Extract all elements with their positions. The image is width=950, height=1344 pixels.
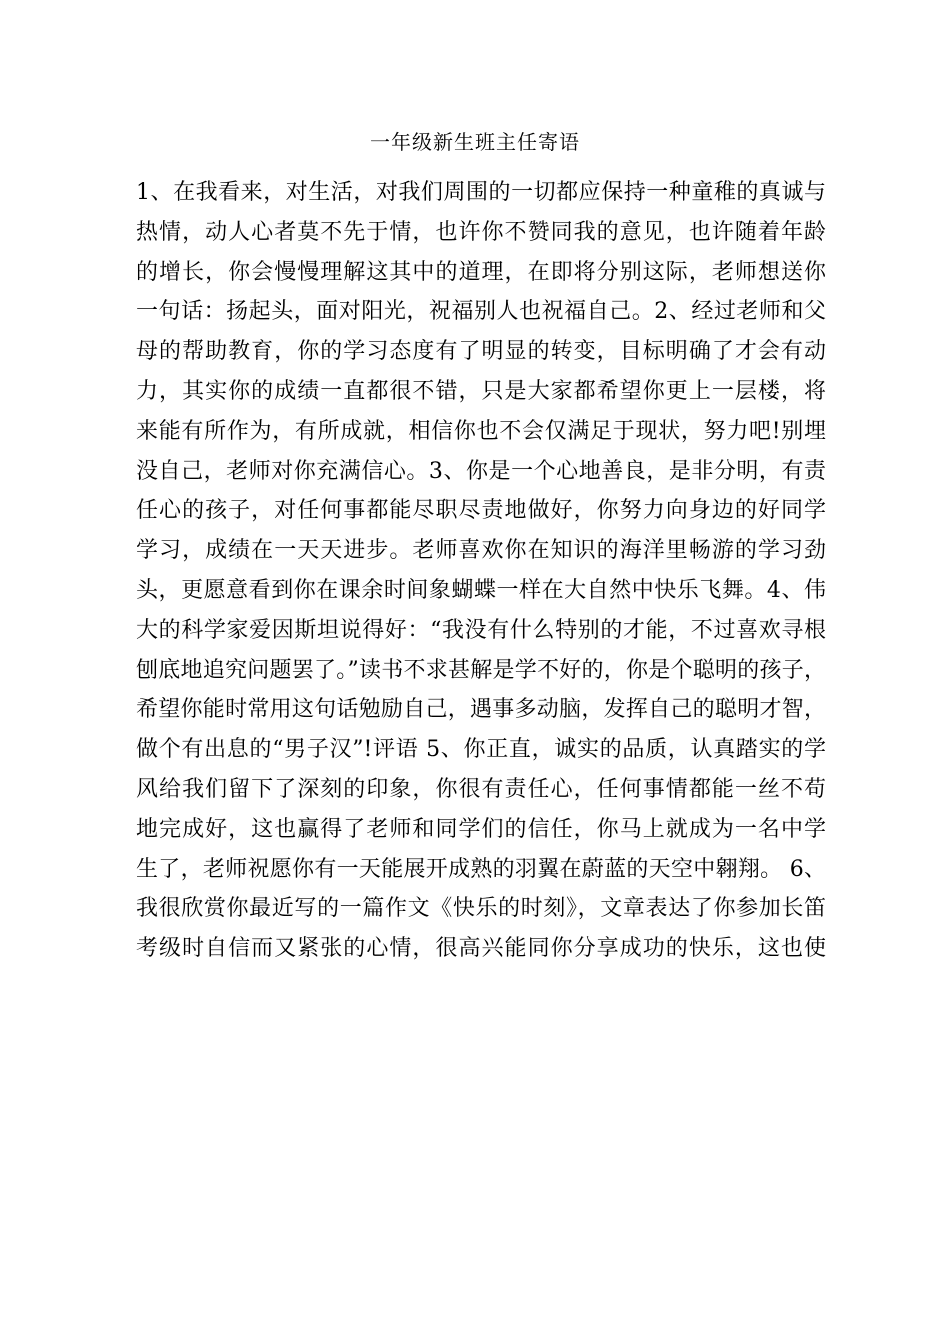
body-line-18: 生了，老师祝愿你有一天能展开成熟的羽翼在蔚蓝的天空中翱翔。 6、 [136,856,826,882]
body-line-2: 热情，动人心者莫不先于情，也许你不赞同我的意见，也许随着年龄 [136,219,826,245]
body-line-8: 没自己，老师对你充满信心。3、你是一个心地善良，是非分明，有责 [136,458,826,484]
body-line-3: 的增长，你会慢慢理解这其中的道理，在即将分别这际，老师想送你 [136,259,826,285]
body-line-19: 我很欣赏你最近写的一篇作文《快乐的时刻》，文章表达了你参加长笛 [136,896,826,922]
body-line-15: 做个有出息的“男子汉”!评语 5、你正直，诚实的品质，认真踏实的学 [136,737,826,763]
body-line-13: 刨底地追究问题罢了。”读书不求甚解是学不好的，你是个聪明的孩子， [136,657,826,683]
document-title: 一年级新生班主任寄语 [370,130,580,154]
body-line-16: 风给我们留下了深刻的印象，你很有责任心，任何事情都能一丝不苟 [136,776,826,802]
body-line-10: 学习，成绩在一天天进步。老师喜欢你在知识的海洋里畅游的学习劲 [136,538,826,564]
body-line-5: 母的帮助教育，你的学习态度有了明显的转变，目标明确了才会有动 [136,339,826,365]
body-line-17: 地完成好，这也赢得了老师和同学们的信任，你马上就成为一名中学 [136,816,826,842]
body-line-9: 任心的孩子，对任何事都能尽职尽责地做好，你努力向身边的好同学 [136,498,826,524]
body-line-4: 一句话：扬起头，面对阳光，祝福别人也祝福自己。2、经过老师和父 [136,299,826,325]
document-body [136,173,826,969]
body-line-20: 考级时自信而又紧张的心情，很高兴能同你分享成功的快乐，这也使 [136,936,826,962]
body-line-11: 头，更愿意看到你在课余时间象蝴蝶一样在大自然中快乐飞舞。4、伟 [136,577,826,603]
body-line-14: 希望你能时常用这句话勉励自己，遇事多动脑，发挥自己的聪明才智， [136,697,826,723]
body-line-1: 1、在我看来，对生活，对我们周围的一切都应保持一种童稚的真诚与 [136,180,826,205]
body-line-6: 力，其实你的成绩一直都很不错，只是大家都希望你更上一层楼，将 [136,378,826,404]
body-line-12: 大的科学家爱因斯坦说得好：“我没有什么特别的才能，不过喜欢寻根 [136,617,826,643]
body-line-7: 来能有所作为，有所成就，相信你也不会仅满足于现状，努力吧!别埋 [136,418,826,444]
